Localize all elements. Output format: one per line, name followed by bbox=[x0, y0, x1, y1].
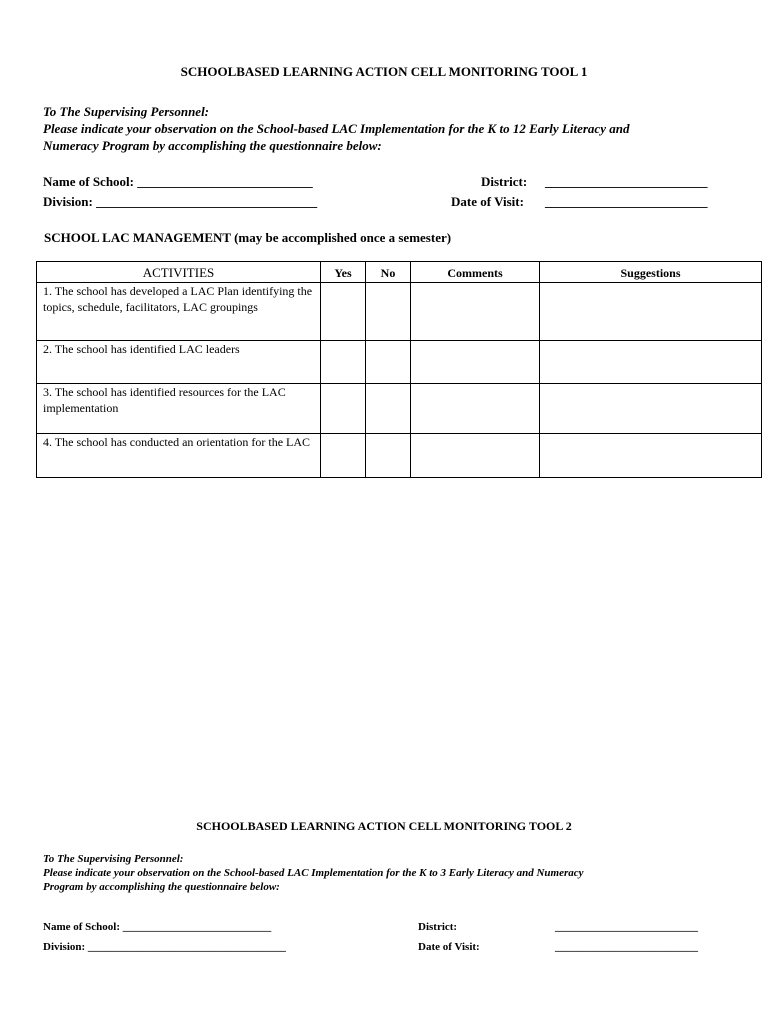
comments-cell[interactable] bbox=[411, 283, 540, 341]
tool1-title: SCHOOLBASED LEARNING ACTION CELL MONITORING TOOL 1 bbox=[180, 64, 588, 79]
activity-cell: 1. The school has developed a LAC Plan identifying the topics, schedule, facilitators, LAC groupings bbox=[37, 283, 321, 341]
tool2-instructions-line2: Please indicate your observation on the School-based LAC Implementation for the K to 3 Early Literacy and Numeracy bbox=[43, 867, 584, 879]
yes-cell[interactable] bbox=[321, 384, 366, 434]
tool1-instructions-line3: Numeracy Program by accomplishing the questionnaire below: bbox=[43, 138, 382, 153]
tool2-date-of-visit-field[interactable]: __________________________ bbox=[555, 941, 698, 953]
table-row bbox=[37, 384, 762, 434]
comments-cell[interactable] bbox=[411, 434, 540, 478]
tool1-instructions bbox=[43, 103, 733, 154]
tool2-date-of-visit-label: Date of Visit: bbox=[418, 941, 480, 953]
tool2-division-field[interactable]: Division: ____________________________________ bbox=[43, 941, 286, 953]
tool1-date-of-visit-label: Date of Visit: bbox=[451, 194, 524, 209]
column-header-yes: Yes bbox=[321, 262, 366, 283]
tool2-instructions-line3: Program by accomplishing the questionnaire below: bbox=[43, 881, 280, 893]
yes-cell[interactable] bbox=[321, 434, 366, 478]
suggestions-cell[interactable] bbox=[540, 341, 762, 384]
activity-cell: 2. The school has identified LAC leaders bbox=[37, 341, 321, 384]
tool2-instructions-line1: To The Supervising Personnel: bbox=[43, 853, 184, 865]
no-cell[interactable] bbox=[366, 384, 411, 434]
tool2-district-label: District: bbox=[418, 921, 458, 933]
tool2-name-of-school-field[interactable]: Name of School: ___________________________ bbox=[43, 921, 272, 933]
column-header-suggestions: Suggestions bbox=[540, 262, 762, 283]
tool2-district-field[interactable]: __________________________ bbox=[555, 921, 698, 933]
table-row bbox=[37, 283, 762, 341]
column-header-activities: ACTIVITIES bbox=[37, 262, 321, 283]
yes-cell[interactable] bbox=[321, 341, 366, 384]
table-row bbox=[37, 341, 762, 384]
suggestions-cell[interactable] bbox=[540, 384, 762, 434]
activity-cell: 4. The school has conducted an orientation for the LAC bbox=[37, 434, 321, 478]
comments-cell[interactable] bbox=[411, 384, 540, 434]
tool1-division-field[interactable]: Division: __________________________________ bbox=[43, 194, 318, 209]
no-cell[interactable] bbox=[366, 434, 411, 478]
tool1-instructions-line1: To The Supervising Personnel: bbox=[43, 104, 210, 119]
comments-cell[interactable] bbox=[411, 341, 540, 384]
column-header-no: No bbox=[366, 262, 411, 283]
tool1-district-label: District: bbox=[481, 174, 528, 189]
tool1-district-field[interactable]: _________________________ bbox=[545, 174, 708, 189]
no-cell[interactable] bbox=[366, 283, 411, 341]
tool2-instructions bbox=[43, 852, 733, 894]
lac-management-table bbox=[36, 261, 762, 478]
no-cell[interactable] bbox=[366, 341, 411, 384]
tool2-title: SCHOOLBASED LEARNING ACTION CELL MONITORING TOOL 2 bbox=[196, 819, 572, 833]
tool1-instructions-line2: Please indicate your observation on the School-based LAC Implementation for the K to 12 Early Literacy and bbox=[43, 121, 630, 136]
yes-cell[interactable] bbox=[321, 283, 366, 341]
column-header-comments: Comments bbox=[411, 262, 540, 283]
suggestions-cell[interactable] bbox=[540, 434, 762, 478]
school-lac-management-heading: SCHOOL LAC MANAGEMENT (may be accomplished once a semester) bbox=[44, 230, 452, 245]
tool1-date-of-visit-field[interactable]: _________________________ bbox=[545, 194, 708, 209]
activity-cell: 3. The school has identified resources for the LAC implementation bbox=[37, 384, 321, 434]
tool1-name-of-school-field[interactable]: Name of School: ___________________________ bbox=[43, 174, 313, 189]
suggestions-cell[interactable] bbox=[540, 283, 762, 341]
table-row bbox=[37, 434, 762, 478]
